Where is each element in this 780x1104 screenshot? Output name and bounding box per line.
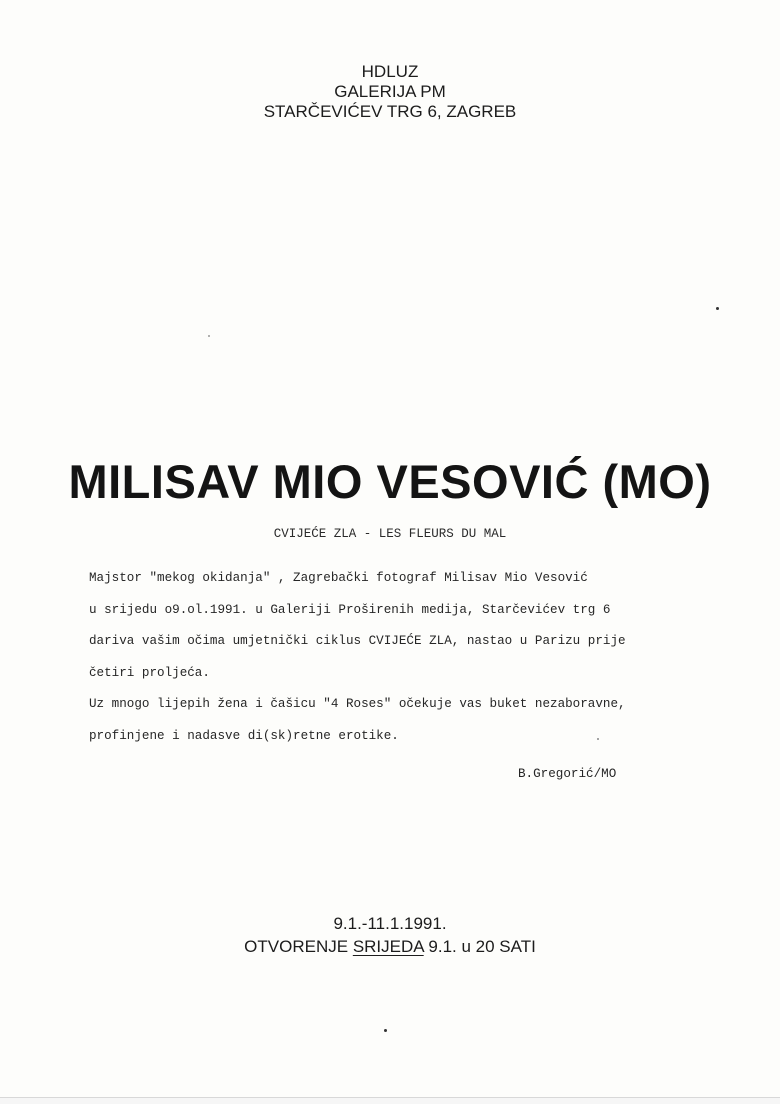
opening-day: SRIJEDA	[352, 937, 424, 956]
scan-speck	[716, 307, 719, 310]
scan-speck	[384, 1029, 387, 1032]
scan-speck	[208, 335, 210, 337]
scan-speck	[597, 738, 599, 740]
body-line: Uz mnogo lijepih žena i čašicu "4 Roses" očekuje vas buket nezaboravne,	[89, 697, 626, 711]
opening-line	[0, 935, 780, 958]
body-line: Majstor "mekog okidanja" , Zagrebački fotograf Milisav Mio Vesović	[89, 571, 588, 585]
body-line: u srijedu o9.ol.1991. u Galeriji Proširenih medija, Starčevićev trg 6	[89, 602, 611, 617]
opening-time: 9.1. u 20 SATI	[428, 937, 536, 956]
header-organization: HDLUZ	[361, 62, 419, 81]
header-gallery: GALERIJA PM	[334, 82, 446, 101]
artist-title: MILISAV MIO VESOVIĆ (MO)	[68, 455, 712, 508]
body-line: četiri proljeća.	[89, 665, 210, 680]
header-address: STARČEVIĆEV TRG 6, ZAGREB	[263, 102, 517, 121]
exhibition-dates: 9.1.-11.1.1991.	[333, 914, 447, 933]
signature: B.Gregorić/MO	[518, 767, 617, 781]
invitation-body	[89, 566, 729, 755]
header-block	[0, 62, 780, 122]
scan-edge	[0, 1097, 780, 1104]
opening-prefix: OTVORENJE	[244, 937, 349, 956]
body-line: dariva vašim očima umjetnički ciklus CVIJEĆE ZLA, nastao u Parizu prije	[89, 634, 626, 648]
body-line: profinjene i nadasve di(sk)retne erotike.	[89, 728, 399, 743]
footer-block	[0, 912, 780, 958]
exhibition-subtitle: CVIJEĆE ZLA - LES FLEURS DU MAL	[273, 527, 507, 541]
